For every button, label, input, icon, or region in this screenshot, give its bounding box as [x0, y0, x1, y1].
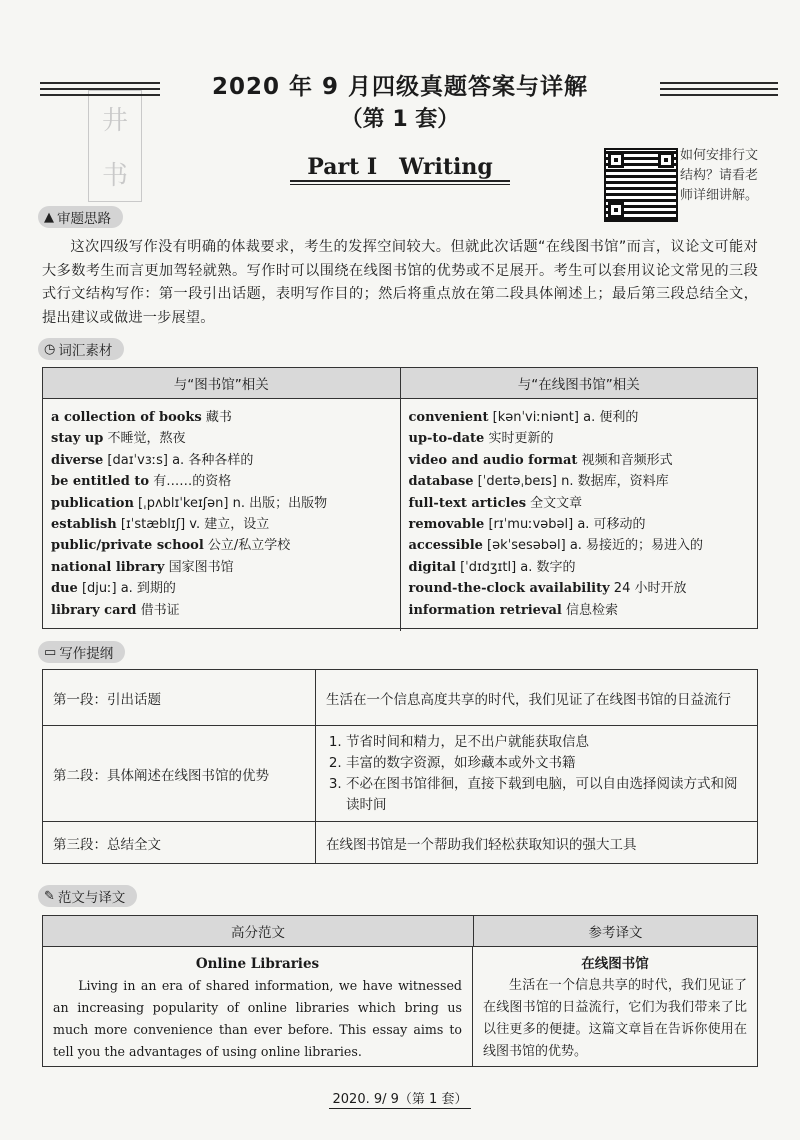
vocab-header-library: 与“图书馆”相关 [173, 377, 269, 393]
vocab-definition: 借书证 [136, 602, 180, 618]
vocab-definition: 实时更新的 [484, 431, 554, 447]
vocab-entry [51, 535, 392, 556]
vocab-entry [51, 428, 392, 449]
vocab-definition: [kənˈviːniənt] a. 便利的 [488, 410, 639, 425]
sample-header-essay: 高分范文 [43, 916, 474, 946]
vocab-term: up-to-date [408, 431, 485, 447]
vocab-entry [51, 471, 392, 492]
vocab-term: information retrieval [408, 602, 562, 618]
vocab-term: library card [51, 602, 137, 618]
section-label-analysis [38, 206, 123, 228]
vocab-definition: [rɪˈmuːvəbəl] a. 可移动的 [484, 517, 646, 533]
vocab-definition: 24 小时开放 [609, 581, 687, 597]
vocab-definition: 公立/私立学校 [203, 538, 291, 554]
section-label-vocab [38, 338, 124, 360]
vocab-definition: 有……的资格 [149, 474, 232, 490]
vocab-entry [51, 407, 392, 428]
vocab-entry [409, 600, 750, 621]
vocab-term: diverse [51, 452, 104, 468]
vocab-definition: [daɪˈvɜːs] a. 各种各样的 [103, 452, 254, 468]
vocab-entry [409, 407, 750, 428]
vocab-definition: [ˈdeɪtəˌbeɪs] n. 数据库，资料库 [473, 474, 669, 490]
vocab-entry [409, 514, 750, 535]
vocab-definition: 国家图书馆 [164, 559, 234, 575]
outline-value: 生活在一个信息高度共享的时代，我们见证了在线图书馆的日益流行 [316, 670, 758, 726]
vocab-entry [51, 493, 392, 514]
vocab-header-online-library: 与“在线图书馆”相关 [400, 368, 758, 398]
vocab-definition: [djuː] a. 到期的 [77, 581, 176, 597]
vocab-term: stay up [51, 431, 104, 447]
vocab-entry [51, 514, 392, 535]
outline-value: 在线图书馆是一个帮助我们轻松获取知识的强大工具 [316, 822, 758, 864]
logo-bottom-char: 书 [101, 161, 128, 191]
sample-header-translation: 参考译文 [588, 925, 643, 941]
vocab-term: removable [408, 517, 485, 533]
vocab-term: convenient [408, 410, 489, 425]
qr-finder [658, 152, 674, 168]
outline-key: 第二段：具体阐述在线图书馆的优势 [43, 726, 316, 822]
sample-essay-title: Online Libraries [195, 956, 320, 972]
vocab-definition: 全文文章 [526, 495, 583, 511]
vocab-term: full-text articles [408, 495, 527, 511]
outline-item: 3. 不必在图书馆徘徊，直接下载到电脑，可以自由选择阅读方式和阅读时间 [346, 774, 747, 816]
vocab-entry [409, 578, 750, 599]
vocab-definition: [ˌpʌblɪˈkeɪʃən] n. 出版；出版物 [133, 495, 328, 511]
vocab-term: due [51, 581, 78, 597]
vocab-term: a collection of books [51, 410, 202, 425]
vocab-entry [51, 450, 392, 471]
section-label-text: 范文与译文 [57, 890, 126, 906]
qr-code[interactable] [604, 148, 678, 222]
pen-icon: ✎ [44, 888, 55, 904]
vocab-term: digital [408, 559, 456, 575]
vocab-entry [409, 428, 750, 449]
vocab-term: be entitled to [51, 474, 150, 490]
page-title: 2020 年 9 月四级真题答案与详解 [211, 74, 589, 100]
vocab-term: round-the-clock availability [408, 581, 610, 597]
vocab-definition: 不睡觉，熬夜 [103, 431, 186, 447]
outline-row [43, 822, 758, 864]
qr-finder [608, 152, 624, 168]
page-subtitle: （第 1 套） [340, 107, 460, 132]
sample-essay-text: Living in an era of shared information, we have witnessed an increasing popularity of online libraries which bring us much more convenience than ever before. This essay aims to tell you the advantages of using online libraries. [53, 978, 462, 1059]
logo-top-char: 井 [101, 106, 128, 136]
sample-translation-title: 在线图书馆 [581, 956, 649, 972]
vocab-entry [51, 578, 392, 599]
vocab-entry [51, 600, 392, 621]
outline-row [43, 726, 758, 822]
triangle-icon: ▲ [44, 209, 54, 225]
qr-finder [608, 202, 624, 218]
section-label-text: 审题思路 [57, 211, 111, 227]
vocab-entry [409, 493, 750, 514]
page-number: 2020. 9/ 9（第 1 套） [329, 1092, 472, 1109]
vocab-definition: 视频和音频形式 [577, 452, 673, 468]
clock-icon: ◷ [44, 341, 56, 357]
vocab-term: video and audio format [408, 452, 578, 468]
part-heading-rule [290, 180, 510, 182]
sample-translation-text: 生活在一个信息共享的时代，我们见证了在线图书馆的日益流行，它们为我们带来了比以往更多的便捷。这篇文章旨在告诉你使用在线图书馆的优势。 [483, 978, 747, 1059]
vocab-term: publication [51, 495, 134, 511]
vocab-column-library [43, 399, 400, 631]
sample-essay [43, 947, 473, 1067]
vocab-table [42, 367, 758, 629]
outline-table [42, 669, 758, 864]
vocab-term: public/private school [51, 538, 204, 554]
vocab-definition: [ɪˈstæblɪʃ] v. 建立，设立 [116, 517, 270, 533]
book-icon: ▭ [44, 644, 57, 660]
outline-value [316, 726, 758, 822]
outline-row [43, 670, 758, 726]
outline-item: 1. 节省时间和精力，足不出户就能获取信息 [346, 732, 747, 753]
outline-key: 第三段：总结全文 [43, 822, 316, 864]
sample-translation [473, 947, 757, 1069]
vocab-term: establish [51, 517, 117, 533]
vocab-term: accessible [408, 538, 483, 554]
vocab-entry [409, 450, 750, 471]
analysis-paragraph: 这次四级写作没有明确的体裁要求，考生的发挥空间较大。但就此次话题“在线图书馆”而言，议论文可能对大多数考生而言更加驾轻就熟。写作时可以围绕在线图书馆的优势或不足展开。考生可以套用议论文常见的三段式行文结构写作：第一段引出话题，表明写作目的；然后将重点放在第二段具体阐述上；最后第三段总结全文，提出建议或做进一步展望。 [42, 239, 758, 326]
vocab-definition: 信息检索 [561, 602, 619, 618]
vocab-entry [409, 471, 750, 492]
vocab-term: national library [51, 559, 165, 575]
outline-key: 第一段：引出话题 [43, 670, 316, 726]
section-label-sample [38, 885, 137, 907]
vocab-definition: 藏书 [201, 410, 232, 425]
qr-note: 如何安排行文结构？请看老师详细讲解。 [680, 148, 759, 203]
sample-table [42, 915, 758, 1067]
outline-item: 2. 丰富的数字资源，如珍藏本或外文书籍 [346, 753, 747, 774]
vocab-term: database [408, 474, 474, 490]
part-heading: Part I Writing [307, 154, 493, 180]
section-label-outline [38, 641, 125, 663]
vocab-entry [51, 557, 392, 578]
section-label-text: 词汇素材 [58, 343, 113, 359]
page-footer [0, 1088, 800, 1107]
vocab-definition: [əkˈsesəbəl] a. 易接近的；易进入的 [482, 538, 704, 554]
section-label-text: 写作提纲 [59, 646, 114, 662]
vocab-entry [409, 557, 750, 578]
vocab-column-online-library [400, 399, 758, 631]
vocab-definition: [ˈdɪdʒɪtl] a. 数字的 [455, 559, 576, 575]
vocab-entry [409, 535, 750, 556]
part-heading-rule-thin [290, 184, 510, 185]
